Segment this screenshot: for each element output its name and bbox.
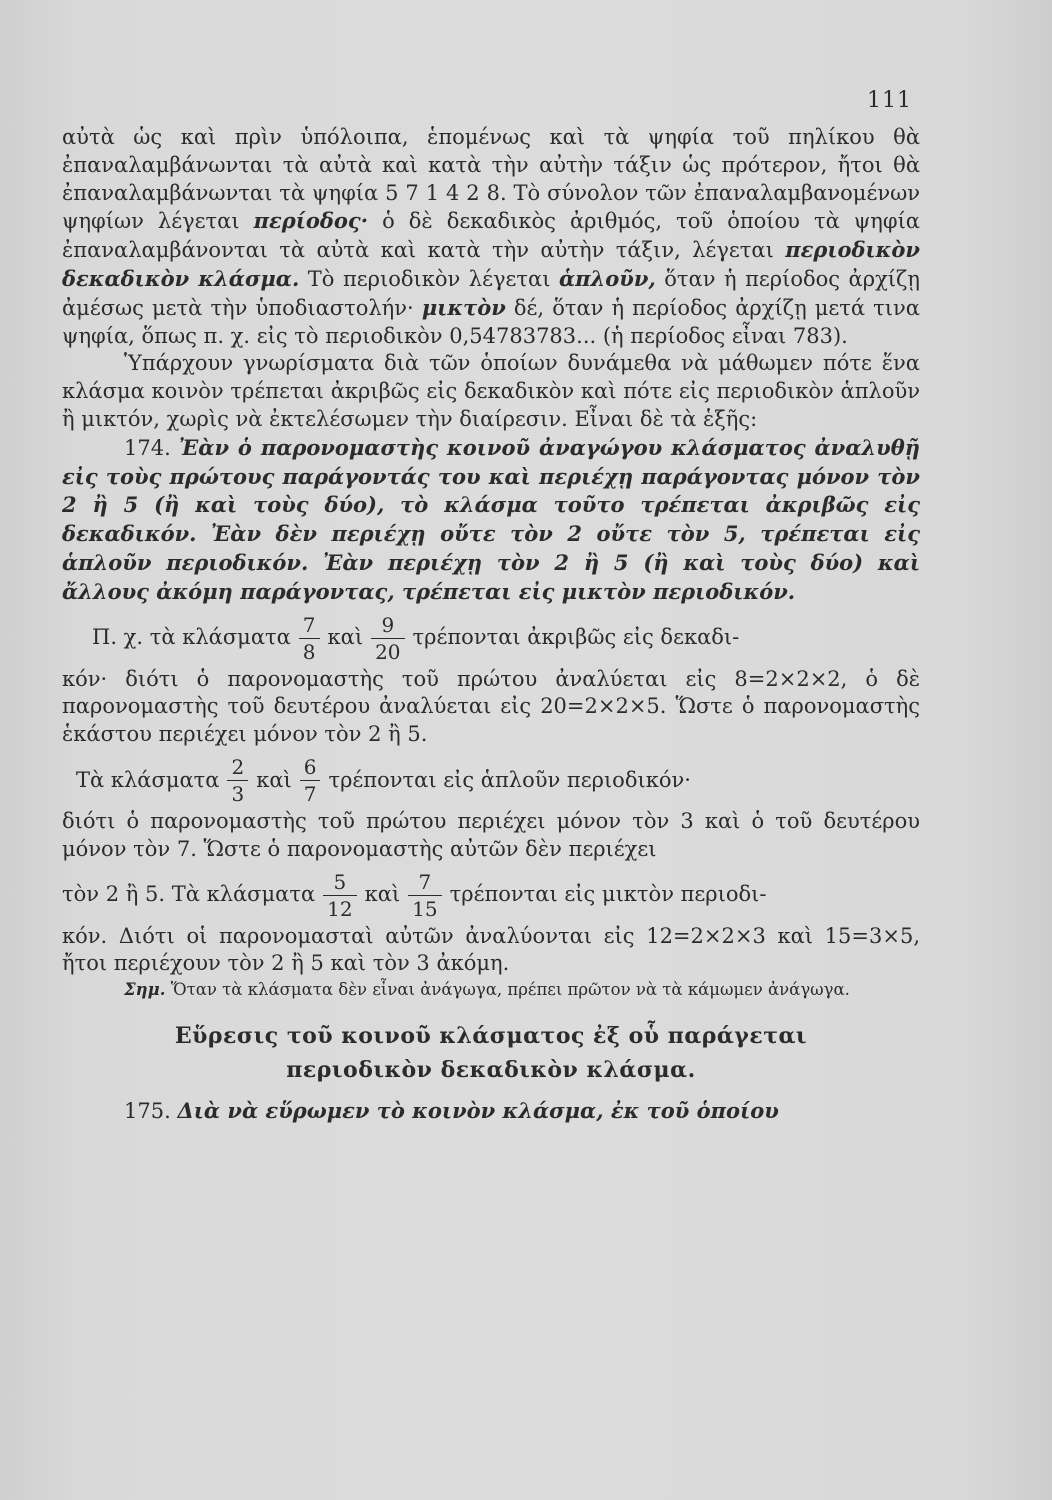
fraction: $\frac{6}{7}$: [300, 757, 321, 804]
term-mixed: μικτὸν: [421, 294, 506, 320]
rule-number: 175.: [124, 1099, 171, 1124]
fraction: $\frac{7}{15}$: [408, 872, 441, 919]
rule-174: [62, 434, 920, 607]
example-line-2: Τὰ κλάσματα $\frac{2}{3}$ καὶ $\frac{6}{7}$ τρέπονται εἰς ἁπλοῦν περιοδικόν·: [76, 754, 691, 806]
paragraph-criteria: Ὑπάρχουν γνωρίσματα διὰ τῶν ὁποίων δυνάμεθα νὰ μάθωμεν πότε ἕνα κλάσμα κοινὸν τρέπεται ἀκριβῶς εἰς δεκαδικὸν καὶ πότε εἰς περιοδικὸν ἁπλοῦν ἢ μικτόν, χωρὶς νὰ ἐκτελέσωμεν τὴν διαίρεσιν. Εἶναι δὲ τὰ ἑξῆς:: [62, 351, 920, 431]
example-1-explanation: κόν· διότι ὁ παρονομαστὴς τοῦ πρώτου ἀναλύεται εἰς 8=2×2×2, ὁ δὲ παρονομαστὴς τοῦ δευτέρου ἀναλύεται εἰς 20=2×2×5. Ὥστε ὁ παρονομαστὴς ἑκάστου περιέχει μόνον τὸν 2 ἢ 5.: [62, 666, 920, 747]
paragraph-periodic-definition: αὐτὰ ὡς καὶ πρὶν ὑπόλοιπα, ἑπομένως καὶ τὰ ψηφία τοῦ πηλίκου θὰ ἐπαναλαμβάνωνται τὰ αὐτὰ καὶ κατὰ τὴν αὐτὴν τάξιν ὡς πρότερον, ἤτοι θὰ ἐπαναλαμβάνωνται τὰ ψηφία 5 7 1 4 2 8. Τὸ σύνολον τῶν ἐπαναλαμβανομένων ψηφίων λέγεται περίοδος· ὁ δὲ δεκαδικὸς ἀριθμός, τοῦ ὁποίου τὰ ψηφία ἐπαναλαμβάνονται τὰ αὐτὰ καὶ κατὰ τὴν αὐτὴν τάξιν, λέγεται περιοδικὸν δεκαδικὸν κλάσμα. Τὸ περιοδικὸν λέγεται ἁπλοῦν, ὅταν ἡ περίοδος ἀρχίζῃ ἀμέσως μετὰ τὴν ὑποδιαστολήν· μικτὸν δέ, ὅταν ἡ περίοδος ἀρχίζῃ μετά τινα ψηφία, ὅπως π. χ. εἰς τὸ περιοδικὸν 0,54783783... (ἡ περίοδος εἶναι 783).: [62, 125, 921, 348]
term-periodic-decimal: περιοδικὸν δεκαδικὸν κλάσμα.: [62, 237, 920, 291]
fraction: $\frac{2}{3}$: [227, 757, 248, 804]
example-3-explanation: κόν. Διότι οἱ παρονομασταὶ αὐτῶν ἀναλύονται εἰς 12=2×2×3 καὶ 15=3×5, ἤτοι περιέχουν τὸν 2 ἢ 5 καὶ τὸν 3 ἀκόμη.: [62, 923, 920, 976]
rule-number: 174.: [124, 435, 171, 460]
note-label: Σημ.: [124, 980, 166, 1000]
rule-text: Διὰ νὰ εὕρωμεν τὸ κοινὸν κλάσμα, ἐκ τοῦ ὁποίου: [177, 1098, 779, 1124]
rule-text: Ἐὰν ὁ παρονομαστὴς κοινοῦ ἀναγώγου κλάσματος ἀναλυθῇ εἰς τοὺς πρώτους παράγοντάς του καὶ περιέχῃ παράγοντας μόνον τὸν 2 ἢ 5 (ἢ καὶ τοὺς δύο), τὸ κλάσμα τοῦτο τρέπεται ἀκριβῶς εἰς δεκαδικόν. Ἐὰν δὲν περιέχῃ οὔτε τὸν 2 οὔτε τὸν 5, τρέπεται εἰς ἁπλοῦν περιοδικόν. Ἐὰν περιέχῃ τὸν 2 ἢ 5 (ἢ καὶ τοὺς δύο) καὶ ἄλλους ἀκόμη παράγοντας, τρέπεται εἰς μικτὸν περιοδικόν.: [62, 434, 920, 604]
fraction: $\frac{5}{12}$: [323, 872, 356, 919]
term-period: περίοδος·: [253, 208, 369, 234]
rule-175: [62, 1097, 920, 1126]
fraction: $\frac{7}{8}$: [299, 615, 320, 662]
page-body: [62, 124, 920, 1126]
term-simple: ἁπλοῦν,: [559, 265, 656, 291]
footnote: Σημ. Ὅταν τὰ κλάσματα δὲν εἶναι ἀνάγωγα, πρέπει πρῶτον νὰ τὰ κάμωμεν ἀνάγωγα.: [124, 980, 850, 1000]
fraction: $\frac{9}{20}$: [371, 615, 404, 662]
example-line-1: Π. χ. τὰ κλάσματα $\frac{7}{8}$ καὶ $\frac{9}{20}$ τρέπονται ἀκριβῶς εἰς δεκαδι-: [92, 612, 740, 664]
example-2-explanation: διότι ὁ παρονομαστὴς τοῦ πρώτου περιέχει μόνον τὸν 3 καὶ ὁ τοῦ δευτέρου μόνον τὸν 7. Ὥστε ὁ παρονομαστὴς αὐτῶν δὲν περιέχει: [62, 808, 920, 861]
section-heading: Εὕρεσις τοῦ κοινοῦ κλάσματος ἐξ οὗ παράγεται περιοδικὸν δεκαδικὸν κλάσμα.: [174, 1023, 808, 1084]
example-line-3: τὸν 2 ἢ 5. Τὰ κλάσματα $\frac{5}{12}$ καὶ $\frac{7}{15}$ τρέπονται εἰς μικτὸν περιοδι-: [62, 869, 767, 921]
page-number: 111: [867, 88, 912, 113]
